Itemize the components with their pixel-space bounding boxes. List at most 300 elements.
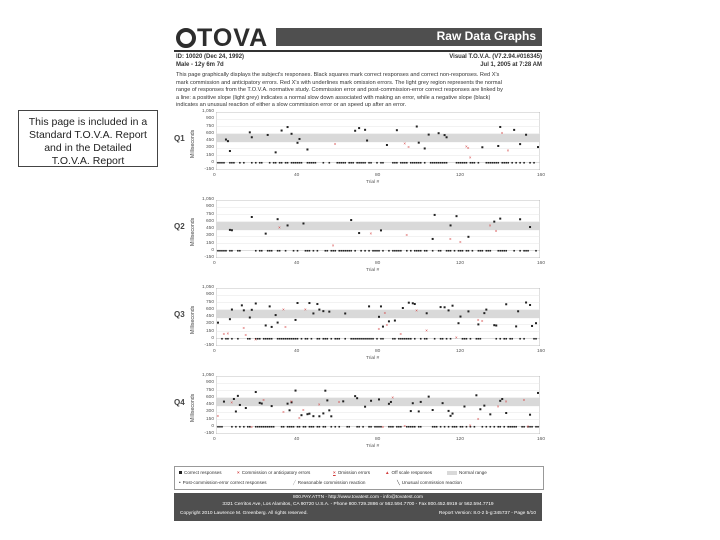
correct-response-marker <box>318 309 320 311</box>
correct-response-marker <box>402 307 404 309</box>
legend-correct <box>179 470 222 475</box>
correct-response-marker <box>515 325 517 327</box>
correct-response-marker <box>235 411 237 413</box>
quarter-label: Q2 <box>174 222 185 231</box>
correct-non-response <box>305 426 307 428</box>
correct-non-response <box>466 426 468 428</box>
error-marker: × <box>254 337 257 343</box>
correct-non-response <box>442 162 444 164</box>
error-marker: × <box>480 318 484 324</box>
error-marker: × <box>242 325 245 331</box>
error-marker: × <box>333 141 337 147</box>
x-tick-label: 80 <box>375 261 381 266</box>
intro-line: range of responses from the T.O.V.A. normative study. Commission error and post-commission-error correct responses are linked by <box>176 87 503 93</box>
correct-non-response <box>470 162 472 164</box>
correct-response-marker <box>344 312 346 314</box>
error-marker: × <box>262 397 265 403</box>
correct-non-response <box>273 162 275 164</box>
correct-non-response <box>358 426 360 428</box>
correct-non-response <box>261 426 263 428</box>
correct-non-response <box>287 338 289 340</box>
correct-non-response <box>456 162 458 164</box>
correct-non-response <box>247 426 249 428</box>
correct-response-marker <box>326 399 328 401</box>
correct-non-response <box>414 338 416 340</box>
correct-response-marker <box>291 133 293 135</box>
correct-response-marker <box>428 134 430 136</box>
correct-non-response <box>273 426 275 428</box>
correct-response-marker <box>416 126 418 128</box>
correct-non-response <box>317 338 319 340</box>
correct-response-marker <box>249 131 251 133</box>
test-version: Visual T.O.V.A. (V7.2.94.#016345) <box>449 54 542 60</box>
correct-non-response <box>305 338 307 340</box>
x-tick-label: 120 <box>456 349 465 354</box>
correct-response-marker <box>271 326 273 328</box>
error-marker: × <box>500 130 504 136</box>
correct-non-response <box>396 250 398 252</box>
y-tick-label: -150 <box>204 431 214 436</box>
correct-non-response <box>458 162 460 164</box>
correct-non-response <box>291 162 293 164</box>
correct-response-marker <box>239 404 241 406</box>
correct-non-response <box>466 162 468 164</box>
correct-non-response <box>354 338 356 340</box>
correct-non-response <box>229 250 231 252</box>
correct-non-response <box>239 426 241 428</box>
correct-non-response <box>497 162 499 164</box>
slope-down-icon: ╲ <box>397 480 400 485</box>
correct-non-response <box>414 250 416 252</box>
y-axis-label: Milliseconds <box>190 305 196 334</box>
correct-non-response <box>438 250 440 252</box>
correct-non-response <box>332 250 334 252</box>
correct-response-marker <box>459 316 461 318</box>
correct-non-response <box>486 162 488 164</box>
correct-response-marker <box>368 305 370 307</box>
legend-label: Omission errors <box>337 470 371 475</box>
note-line: and in the Detailed <box>44 142 132 154</box>
correct-non-response <box>396 426 398 428</box>
correct-non-response <box>364 162 366 164</box>
correct-non-response <box>404 338 406 340</box>
correct-non-response <box>509 426 511 428</box>
correct-response-marker <box>499 400 501 402</box>
correct-non-response <box>374 426 376 428</box>
correct-response-marker <box>418 410 420 412</box>
correct-non-response <box>279 338 281 340</box>
correct-response-marker <box>424 147 426 149</box>
correct-non-response <box>297 162 299 164</box>
correct-non-response <box>237 338 239 340</box>
correct-non-response <box>376 250 378 252</box>
correct-non-response <box>336 162 338 164</box>
correct-non-response <box>420 162 422 164</box>
correct-non-response <box>493 162 495 164</box>
correct-non-response <box>526 423 531 429</box>
correct-response-marker <box>477 323 479 325</box>
report-page <box>172 22 546 522</box>
correct-response-marker <box>448 309 450 311</box>
correct-response-marker <box>312 312 314 314</box>
correct-non-response <box>323 338 325 340</box>
correct-response-marker <box>306 148 308 150</box>
correct-non-response <box>269 426 271 428</box>
correct-non-response <box>319 338 321 340</box>
error-marker: × <box>504 398 508 404</box>
correct-non-response <box>221 162 223 164</box>
correct-non-response <box>414 426 416 428</box>
correct-response-marker <box>227 140 229 142</box>
dot-icon: • <box>179 480 181 485</box>
correct-response-marker <box>410 410 412 412</box>
correct-response-marker <box>243 309 245 311</box>
correct-non-response <box>289 338 291 340</box>
correct-non-response <box>233 162 235 164</box>
error-marker: × <box>403 141 406 147</box>
correct-response-marker <box>328 311 330 313</box>
correct-non-response <box>382 250 384 252</box>
legend-label: Normal range <box>459 470 487 475</box>
correct-non-response <box>307 162 309 164</box>
correct-non-response <box>426 250 428 252</box>
y-tick-label: 600 <box>205 394 214 400</box>
correct-response-marker <box>483 405 485 407</box>
correct-response-marker <box>485 309 487 311</box>
x-underline-icon: × <box>333 470 336 475</box>
correct-response-marker <box>306 413 308 415</box>
correct-non-response <box>400 426 402 428</box>
y-tick-label: 0 <box>211 335 214 341</box>
correct-response-marker <box>531 325 533 327</box>
correct-non-response <box>334 250 336 252</box>
y-tick-label: 600 <box>205 306 214 312</box>
correct-non-response <box>406 426 408 428</box>
correct-response-marker <box>350 219 352 221</box>
correct-non-response <box>505 250 507 252</box>
correct-non-response <box>513 426 515 428</box>
correct-non-response <box>289 426 291 428</box>
correct-non-response <box>418 162 420 164</box>
correct-non-response <box>350 250 352 252</box>
correct-non-response <box>323 426 325 428</box>
correct-response-marker <box>354 395 356 397</box>
scatter-plot <box>216 200 540 258</box>
correct-non-response <box>402 338 404 340</box>
correct-non-response <box>412 162 414 164</box>
correct-response-marker <box>255 391 257 393</box>
y-tick-label: 150 <box>205 416 214 422</box>
slope-up-icon: ╱ <box>293 480 296 485</box>
correct-non-response <box>505 162 507 164</box>
correct-response-marker <box>322 310 324 312</box>
correct-non-response <box>418 426 420 428</box>
correct-non-response <box>267 250 269 252</box>
correct-non-response <box>513 250 515 252</box>
correct-non-response <box>307 338 309 340</box>
correct-response-marker <box>297 302 299 304</box>
legend-label: Post-commission-error correct responses <box>182 480 267 485</box>
correct-non-response <box>285 162 287 164</box>
correct-response-marker <box>529 226 531 228</box>
correct-non-response <box>394 338 396 340</box>
correct-non-response <box>271 338 273 340</box>
correct-non-response <box>390 426 392 428</box>
correct-non-response <box>454 426 456 428</box>
correct-non-response <box>354 250 356 252</box>
correct-non-response <box>265 338 267 340</box>
correct-non-response <box>340 250 342 252</box>
correct-non-response <box>358 162 360 164</box>
correct-response-marker <box>265 324 267 326</box>
error-marker: × <box>466 145 470 151</box>
correct-non-response <box>444 162 446 164</box>
correct-non-response <box>398 338 400 340</box>
title-banner <box>276 28 542 46</box>
error-marker: × <box>385 322 389 328</box>
correct-non-response <box>360 162 362 164</box>
x-tick-label: 120 <box>456 261 465 266</box>
correct-response-marker <box>412 402 414 404</box>
error-marker: × <box>476 317 480 323</box>
error-marker: × <box>458 239 462 245</box>
correct-non-response <box>438 162 440 164</box>
correct-non-response <box>434 338 436 340</box>
correct-response-marker <box>388 320 390 322</box>
error-marker: × <box>377 326 381 332</box>
error-marker: × <box>331 243 335 249</box>
correct-non-response <box>287 162 289 164</box>
correct-response-marker <box>241 304 243 306</box>
error-marker: × <box>455 334 458 340</box>
correct-non-response <box>257 338 259 340</box>
error-marker: × <box>496 403 500 409</box>
y-tick-label: 150 <box>205 240 214 246</box>
correct-non-response <box>364 338 366 340</box>
correct-non-response <box>400 338 402 340</box>
correct-non-response <box>271 426 273 428</box>
correct-non-response <box>255 250 257 252</box>
correct-response-marker <box>302 222 304 224</box>
x-tick-label: 0 <box>213 437 216 442</box>
correct-non-response <box>515 162 517 164</box>
correct-response-marker <box>223 401 225 403</box>
correct-non-response <box>529 162 531 164</box>
correct-non-response <box>424 250 426 252</box>
correct-response-marker <box>251 216 253 218</box>
y-tick-label: 300 <box>205 409 214 415</box>
correct-non-response <box>323 162 325 164</box>
correct-response-marker <box>432 238 434 240</box>
correct-response-marker <box>265 233 267 235</box>
correct-response-marker <box>295 319 297 321</box>
correct-non-response <box>301 338 303 340</box>
correct-non-response <box>412 426 414 428</box>
correct-non-response <box>424 162 426 164</box>
correct-non-response <box>263 338 265 340</box>
correct-non-response <box>261 162 263 164</box>
error-marker: × <box>222 331 226 337</box>
y-tick-label: 900 <box>205 116 214 122</box>
correct-non-response <box>416 250 418 252</box>
correct-response-marker <box>513 129 515 131</box>
footer-copyright: Copyright 2010 Lawrence M. Greenberg. All rights reserved. <box>180 511 308 516</box>
note-line: Standard T.O.V.A. Report <box>29 129 147 141</box>
correct-response-marker <box>525 302 527 304</box>
correct-non-response <box>329 162 331 164</box>
error-marker: × <box>476 416 480 422</box>
correct-non-response <box>225 338 227 340</box>
error-marker: × <box>468 423 472 429</box>
correct-response-marker <box>505 412 507 414</box>
correct-non-response <box>277 338 279 340</box>
correct-non-response <box>444 426 446 428</box>
correct-response-marker <box>287 126 289 128</box>
correct-non-response <box>535 338 537 340</box>
correct-response-marker <box>251 136 253 138</box>
correct-non-response <box>291 338 293 340</box>
correct-response-marker <box>267 134 269 136</box>
correct-non-response <box>448 250 450 252</box>
correct-non-response <box>446 250 448 252</box>
correct-response-marker <box>414 303 416 305</box>
error-marker: × <box>415 307 418 313</box>
correct-non-response <box>366 338 368 340</box>
x-tick-label: 40 <box>294 261 300 266</box>
correct-non-response <box>374 250 376 252</box>
correct-non-response <box>223 250 225 252</box>
correct-non-response <box>486 426 488 428</box>
correct-non-response <box>418 250 420 252</box>
correct-non-response <box>408 338 410 340</box>
legend-label: Commission or anticipatory errors <box>241 470 311 475</box>
correct-response-marker <box>275 151 277 153</box>
correct-non-response <box>311 162 313 164</box>
correct-non-response <box>404 162 406 164</box>
correct-non-response <box>382 162 384 164</box>
correct-non-response <box>293 162 295 164</box>
correct-response-marker <box>287 403 289 405</box>
error-marker: × <box>282 409 285 415</box>
subject-id: ID: 10020 (Dec 24, 1992) <box>176 54 245 60</box>
correct-non-response <box>342 250 344 252</box>
correct-response-marker <box>358 127 360 129</box>
correct-non-response <box>491 162 493 164</box>
correct-non-response <box>480 250 482 252</box>
correct-non-response <box>456 426 458 428</box>
correct-non-response <box>410 426 412 428</box>
correct-response-marker <box>517 310 519 312</box>
correct-response-marker <box>281 130 283 132</box>
correct-non-response <box>497 250 499 252</box>
correct-non-response <box>519 338 521 340</box>
correct-response-marker <box>312 415 314 417</box>
correct-non-response <box>482 250 484 252</box>
correct-response-marker <box>229 229 231 231</box>
correct-response-marker <box>497 145 499 147</box>
correct-non-response <box>263 426 265 428</box>
error-marker: × <box>468 154 472 160</box>
correct-non-response <box>519 162 521 164</box>
x-tick-label: 40 <box>294 173 300 178</box>
correct-non-response <box>489 250 491 252</box>
test-date: Jul 1, 2005 at 7:28 AM <box>480 62 542 68</box>
correct-non-response <box>478 162 480 164</box>
correct-response-marker <box>364 129 366 131</box>
correct-response-marker <box>217 322 219 324</box>
correct-response-marker <box>434 214 436 216</box>
correct-non-response <box>525 250 527 252</box>
correct-non-response <box>440 426 442 428</box>
correct-non-response <box>519 250 521 252</box>
correct-non-response <box>489 162 491 164</box>
quarter-label: Q3 <box>174 310 185 319</box>
correct-non-response <box>265 426 267 428</box>
correct-response-marker <box>519 143 521 145</box>
correct-non-response <box>388 426 390 428</box>
correct-response-marker <box>245 407 247 409</box>
correct-non-response <box>480 338 482 340</box>
correct-non-response <box>297 426 299 428</box>
correct-response-marker <box>366 140 368 142</box>
correct-non-response <box>311 426 313 428</box>
correct-non-response <box>217 162 219 164</box>
error-marker: × <box>403 423 406 429</box>
correct-non-response <box>527 250 529 252</box>
correct-non-response <box>464 162 466 164</box>
correct-non-response <box>255 162 257 164</box>
correct-non-response <box>219 250 221 252</box>
x-tick-label: 80 <box>375 437 381 442</box>
correct-non-response <box>309 250 311 252</box>
correct-non-response <box>259 338 261 340</box>
correct-non-response <box>392 162 394 164</box>
correct-non-response <box>507 162 509 164</box>
correct-non-response <box>330 426 332 428</box>
x-axis-label: Trial # <box>366 180 380 185</box>
correct-non-response <box>267 338 269 340</box>
correct-non-response <box>406 338 408 340</box>
error-marker: × <box>405 232 408 238</box>
correct-non-response <box>227 338 229 340</box>
correct-response-marker <box>269 305 271 307</box>
error-marker: × <box>290 398 293 404</box>
legend-normal <box>447 470 487 475</box>
correct-non-response <box>293 426 295 428</box>
correct-non-response <box>432 162 434 164</box>
correct-response-marker <box>394 320 396 322</box>
correct-non-response <box>325 338 327 340</box>
correct-non-response <box>315 162 317 164</box>
error-marker: × <box>399 331 402 337</box>
correct-non-response <box>410 250 412 252</box>
correct-non-response <box>434 426 436 428</box>
footer-version: Report Version: 8.0-2 b-g:345737 - Page 5/10 <box>438 511 536 516</box>
correct-non-response <box>231 250 233 252</box>
correct-non-response <box>406 250 408 252</box>
correct-non-response <box>313 426 315 428</box>
correct-non-response <box>344 162 346 164</box>
x-tick-label: 80 <box>375 173 381 178</box>
error-marker: × <box>278 225 281 231</box>
y-tick-label: 750 <box>205 387 214 393</box>
correct-response-marker <box>452 413 454 415</box>
correct-non-response <box>342 162 344 164</box>
correct-non-response <box>239 250 241 252</box>
correct-non-response <box>380 162 382 164</box>
correct-non-response <box>368 250 370 252</box>
correct-response-marker <box>499 218 501 220</box>
